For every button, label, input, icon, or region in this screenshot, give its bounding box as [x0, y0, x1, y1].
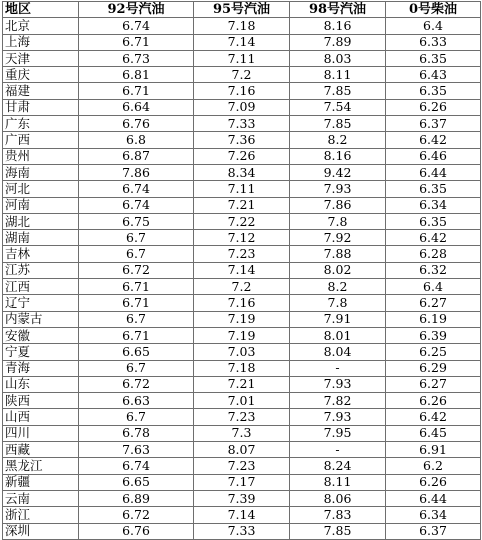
table-row	[3, 213, 481, 229]
table-row	[3, 344, 481, 360]
cell-95-gasoline[interactable]: 7.14	[194, 262, 290, 278]
header-region[interactable]: 地区	[3, 2, 79, 18]
cell-98-gasoline[interactable]: 8.01	[290, 327, 386, 343]
table-row	[3, 409, 481, 425]
table-row	[3, 116, 481, 132]
cell-95-gasoline[interactable]: 7.23	[194, 246, 290, 262]
cell-region[interactable]: 四川	[3, 425, 79, 441]
cell-0-diesel[interactable]: 6.45	[386, 425, 481, 441]
cell-92-gasoline[interactable]: 6.75	[79, 213, 194, 229]
header-92-gasoline[interactable]: 92号汽油	[79, 2, 194, 18]
cell-region[interactable]: 新疆	[3, 474, 79, 490]
cell-0-diesel[interactable]: 6.25	[386, 344, 481, 360]
table-row	[3, 83, 481, 99]
cell-98-gasoline[interactable]: 8.03	[290, 50, 386, 66]
cell-98-gasoline[interactable]: 8.16	[290, 148, 386, 164]
cell-92-gasoline[interactable]: 6.72	[79, 507, 194, 523]
table-row	[3, 148, 481, 164]
table-row	[3, 458, 481, 474]
cell-0-diesel[interactable]: 6.29	[386, 360, 481, 376]
cell-92-gasoline[interactable]: 6.87	[79, 148, 194, 164]
cell-98-gasoline[interactable]: -	[290, 360, 386, 376]
cell-92-gasoline[interactable]: 6.7	[79, 246, 194, 262]
cell-0-diesel[interactable]: 6.26	[386, 99, 481, 115]
cell-region[interactable]: 广西	[3, 132, 79, 148]
cell-region[interactable]: 贵州	[3, 148, 79, 164]
cell-0-diesel[interactable]: 6.28	[386, 246, 481, 262]
cell-0-diesel[interactable]: 6.35	[386, 83, 481, 99]
cell-region[interactable]: 河北	[3, 181, 79, 197]
cell-region[interactable]: 北京	[3, 18, 79, 34]
header-row	[3, 2, 481, 18]
cell-98-gasoline[interactable]: 7.91	[290, 311, 386, 327]
header-95-gasoline[interactable]: 95号汽油	[194, 2, 290, 18]
cell-95-gasoline[interactable]: 7.11	[194, 181, 290, 197]
cell-95-gasoline[interactable]: 7.19	[194, 311, 290, 327]
cell-region[interactable]: 上海	[3, 34, 79, 50]
cell-98-gasoline[interactable]: 7.86	[290, 197, 386, 213]
cell-92-gasoline[interactable]: 6.89	[79, 490, 194, 506]
cell-98-gasoline[interactable]: 7.8	[290, 213, 386, 229]
cell-92-gasoline[interactable]: 6.71	[79, 34, 194, 50]
cell-98-gasoline[interactable]: 7.92	[290, 230, 386, 246]
cell-92-gasoline[interactable]: 6.7	[79, 409, 194, 425]
cell-98-gasoline[interactable]: 7.54	[290, 99, 386, 115]
cell-98-gasoline[interactable]: 7.95	[290, 425, 386, 441]
cell-region[interactable]: 宁夏	[3, 344, 79, 360]
table-row	[3, 442, 481, 458]
cell-95-gasoline[interactable]: 8.34	[194, 164, 290, 180]
cell-98-gasoline[interactable]: 8.16	[290, 18, 386, 34]
cell-92-gasoline[interactable]: 6.7	[79, 311, 194, 327]
cell-92-gasoline[interactable]: 6.73	[79, 50, 194, 66]
cell-0-diesel[interactable]: 6.42	[386, 409, 481, 425]
cell-region[interactable]: 重庆	[3, 67, 79, 83]
cell-92-gasoline[interactable]: 6.71	[79, 83, 194, 99]
cell-region[interactable]: 青海	[3, 360, 79, 376]
cell-region[interactable]: 安徽	[3, 327, 79, 343]
cell-0-diesel[interactable]: 6.35	[386, 181, 481, 197]
cell-95-gasoline[interactable]: 7.21	[194, 376, 290, 392]
cell-region[interactable]: 福建	[3, 83, 79, 99]
cell-95-gasoline[interactable]: 7.2	[194, 67, 290, 83]
cell-region[interactable]: 天津	[3, 50, 79, 66]
header-0-diesel[interactable]: 0号柴油	[386, 2, 481, 18]
cell-0-diesel[interactable]: 6.37	[386, 523, 481, 539]
cell-0-diesel[interactable]: 6.39	[386, 327, 481, 343]
cell-region[interactable]: 江西	[3, 279, 79, 295]
table-row	[3, 474, 481, 490]
cell-0-diesel[interactable]: 6.2	[386, 458, 481, 474]
table-row	[3, 295, 481, 311]
cell-92-gasoline[interactable]: 6.7	[79, 360, 194, 376]
table-row	[3, 311, 481, 327]
cell-98-gasoline[interactable]: 8.2	[290, 279, 386, 295]
table-row	[3, 50, 481, 66]
cell-region[interactable]: 海南	[3, 164, 79, 180]
cell-0-diesel[interactable]: 6.34	[386, 197, 481, 213]
cell-region[interactable]: 河南	[3, 197, 79, 213]
cell-0-diesel[interactable]: 6.43	[386, 67, 481, 83]
table-row	[3, 230, 481, 246]
cell-0-diesel[interactable]: 6.4	[386, 18, 481, 34]
cell-95-gasoline[interactable]: 7.18	[194, 360, 290, 376]
cell-92-gasoline[interactable]: 6.78	[79, 425, 194, 441]
cell-92-gasoline[interactable]: 6.74	[79, 458, 194, 474]
cell-95-gasoline[interactable]: 7.23	[194, 458, 290, 474]
cell-98-gasoline[interactable]: 7.85	[290, 523, 386, 539]
cell-92-gasoline[interactable]: 6.74	[79, 181, 194, 197]
cell-95-gasoline[interactable]: 7.03	[194, 344, 290, 360]
cell-0-diesel[interactable]: 6.27	[386, 376, 481, 392]
cell-98-gasoline[interactable]: 7.85	[290, 83, 386, 99]
cell-0-diesel[interactable]: 6.26	[386, 393, 481, 409]
cell-95-gasoline[interactable]: 7.16	[194, 83, 290, 99]
fuel-price-table	[2, 1, 481, 540]
cell-95-gasoline[interactable]: 7.33	[194, 523, 290, 539]
cell-95-gasoline[interactable]: 7.22	[194, 213, 290, 229]
cell-92-gasoline[interactable]: 6.71	[79, 327, 194, 343]
cell-region[interactable]: 内蒙古	[3, 311, 79, 327]
table-row	[3, 34, 481, 50]
cell-95-gasoline[interactable]: 7.2	[194, 279, 290, 295]
cell-98-gasoline[interactable]: 8.06	[290, 490, 386, 506]
cell-98-gasoline[interactable]: 8.02	[290, 262, 386, 278]
cell-92-gasoline[interactable]: 6.64	[79, 99, 194, 115]
cell-92-gasoline[interactable]: 6.63	[79, 393, 194, 409]
cell-95-gasoline[interactable]: 7.17	[194, 474, 290, 490]
table-row	[3, 523, 481, 539]
cell-95-gasoline[interactable]: 7.19	[194, 327, 290, 343]
cell-95-gasoline[interactable]: 7.12	[194, 230, 290, 246]
cell-92-gasoline[interactable]: 6.65	[79, 344, 194, 360]
cell-0-diesel[interactable]: 6.46	[386, 148, 481, 164]
cell-92-gasoline[interactable]: 6.74	[79, 197, 194, 213]
cell-region[interactable]: 浙江	[3, 507, 79, 523]
cell-0-diesel[interactable]: 6.32	[386, 262, 481, 278]
cell-92-gasoline[interactable]: 6.7	[79, 230, 194, 246]
cell-95-gasoline[interactable]: 7.26	[194, 148, 290, 164]
table-row	[3, 67, 481, 83]
cell-95-gasoline[interactable]: 7.14	[194, 507, 290, 523]
cell-95-gasoline[interactable]: 7.01	[194, 393, 290, 409]
cell-region[interactable]: 山西	[3, 409, 79, 425]
cell-92-gasoline[interactable]: 7.63	[79, 442, 194, 458]
cell-region[interactable]: 山东	[3, 376, 79, 392]
cell-region[interactable]: 广东	[3, 116, 79, 132]
cell-92-gasoline[interactable]: 6.74	[79, 18, 194, 34]
table-row	[3, 18, 481, 34]
cell-98-gasoline[interactable]: 7.89	[290, 34, 386, 50]
table-row	[3, 246, 481, 262]
cell-98-gasoline[interactable]: 7.93	[290, 376, 386, 392]
table-row	[3, 507, 481, 523]
cell-92-gasoline[interactable]: 6.76	[79, 116, 194, 132]
cell-0-diesel[interactable]: 6.34	[386, 507, 481, 523]
cell-95-gasoline[interactable]: 7.14	[194, 34, 290, 50]
cell-95-gasoline[interactable]: 7.33	[194, 116, 290, 132]
cell-region[interactable]: 吉林	[3, 246, 79, 262]
cell-98-gasoline[interactable]: 8.24	[290, 458, 386, 474]
cell-98-gasoline[interactable]: 8.11	[290, 474, 386, 490]
cell-region[interactable]: 湖南	[3, 230, 79, 246]
cell-region[interactable]: 辽宁	[3, 295, 79, 311]
table-row	[3, 425, 481, 441]
cell-92-gasoline[interactable]: 6.76	[79, 523, 194, 539]
cell-92-gasoline[interactable]: 6.8	[79, 132, 194, 148]
cell-95-gasoline[interactable]: 7.21	[194, 197, 290, 213]
cell-98-gasoline[interactable]: 7.93	[290, 181, 386, 197]
cell-0-diesel[interactable]: 6.44	[386, 164, 481, 180]
cell-0-diesel[interactable]: 6.42	[386, 132, 481, 148]
cell-95-gasoline[interactable]: 7.18	[194, 18, 290, 34]
cell-92-gasoline[interactable]: 6.72	[79, 262, 194, 278]
cell-92-gasoline[interactable]: 6.65	[79, 474, 194, 490]
cell-98-gasoline[interactable]: 7.93	[290, 409, 386, 425]
table-row	[3, 164, 481, 180]
cell-95-gasoline[interactable]: 7.11	[194, 50, 290, 66]
cell-98-gasoline[interactable]: 7.85	[290, 116, 386, 132]
cell-98-gasoline[interactable]: -	[290, 442, 386, 458]
table-row	[3, 393, 481, 409]
table-body	[3, 18, 481, 540]
cell-region[interactable]: 陕西	[3, 393, 79, 409]
table-row	[3, 181, 481, 197]
cell-0-diesel[interactable]: 6.37	[386, 116, 481, 132]
cell-0-diesel[interactable]: 6.35	[386, 213, 481, 229]
header-98-gasoline[interactable]: 98号汽油	[290, 2, 386, 18]
cell-0-diesel[interactable]: 6.19	[386, 311, 481, 327]
cell-region[interactable]: 西藏	[3, 442, 79, 458]
cell-95-gasoline[interactable]: 7.3	[194, 425, 290, 441]
cell-0-diesel[interactable]: 6.42	[386, 230, 481, 246]
cell-92-gasoline[interactable]: 6.71	[79, 279, 194, 295]
table-row	[3, 197, 481, 213]
cell-0-diesel[interactable]: 6.35	[386, 50, 481, 66]
cell-92-gasoline[interactable]: 7.86	[79, 164, 194, 180]
table-row	[3, 376, 481, 392]
cell-region[interactable]: 黑龙江	[3, 458, 79, 474]
cell-95-gasoline[interactable]: 7.16	[194, 295, 290, 311]
cell-region[interactable]: 江苏	[3, 262, 79, 278]
cell-98-gasoline[interactable]: 8.2	[290, 132, 386, 148]
cell-95-gasoline[interactable]: 7.09	[194, 99, 290, 115]
table-row	[3, 327, 481, 343]
cell-95-gasoline[interactable]: 7.39	[194, 490, 290, 506]
cell-92-gasoline[interactable]: 6.72	[79, 376, 194, 392]
table-row	[3, 132, 481, 148]
cell-region[interactable]: 云南	[3, 490, 79, 506]
cell-98-gasoline[interactable]: 8.11	[290, 67, 386, 83]
cell-0-diesel[interactable]: 6.33	[386, 34, 481, 50]
cell-98-gasoline[interactable]: 9.42	[290, 164, 386, 180]
cell-92-gasoline[interactable]: 6.81	[79, 67, 194, 83]
cell-98-gasoline[interactable]: 8.04	[290, 344, 386, 360]
cell-95-gasoline[interactable]: 7.36	[194, 132, 290, 148]
cell-98-gasoline[interactable]: 7.88	[290, 246, 386, 262]
cell-92-gasoline[interactable]: 6.71	[79, 295, 194, 311]
cell-region[interactable]: 深圳	[3, 523, 79, 539]
cell-98-gasoline[interactable]: 7.8	[290, 295, 386, 311]
cell-98-gasoline[interactable]: 7.83	[290, 507, 386, 523]
cell-0-diesel[interactable]: 6.26	[386, 474, 481, 490]
cell-0-diesel[interactable]: 6.27	[386, 295, 481, 311]
table-row	[3, 99, 481, 115]
cell-95-gasoline[interactable]: 8.07	[194, 442, 290, 458]
cell-0-diesel[interactable]: 6.44	[386, 490, 481, 506]
cell-95-gasoline[interactable]: 7.23	[194, 409, 290, 425]
cell-region[interactable]: 甘肃	[3, 99, 79, 115]
fuel-price-sheet	[2, 1, 480, 540]
table-row	[3, 262, 481, 278]
cell-0-diesel[interactable]: 6.91	[386, 442, 481, 458]
cell-region[interactable]: 湖北	[3, 213, 79, 229]
cell-0-diesel[interactable]: 6.4	[386, 279, 481, 295]
table-row	[3, 279, 481, 295]
cell-98-gasoline[interactable]: 7.82	[290, 393, 386, 409]
table-row	[3, 360, 481, 376]
table-row	[3, 490, 481, 506]
